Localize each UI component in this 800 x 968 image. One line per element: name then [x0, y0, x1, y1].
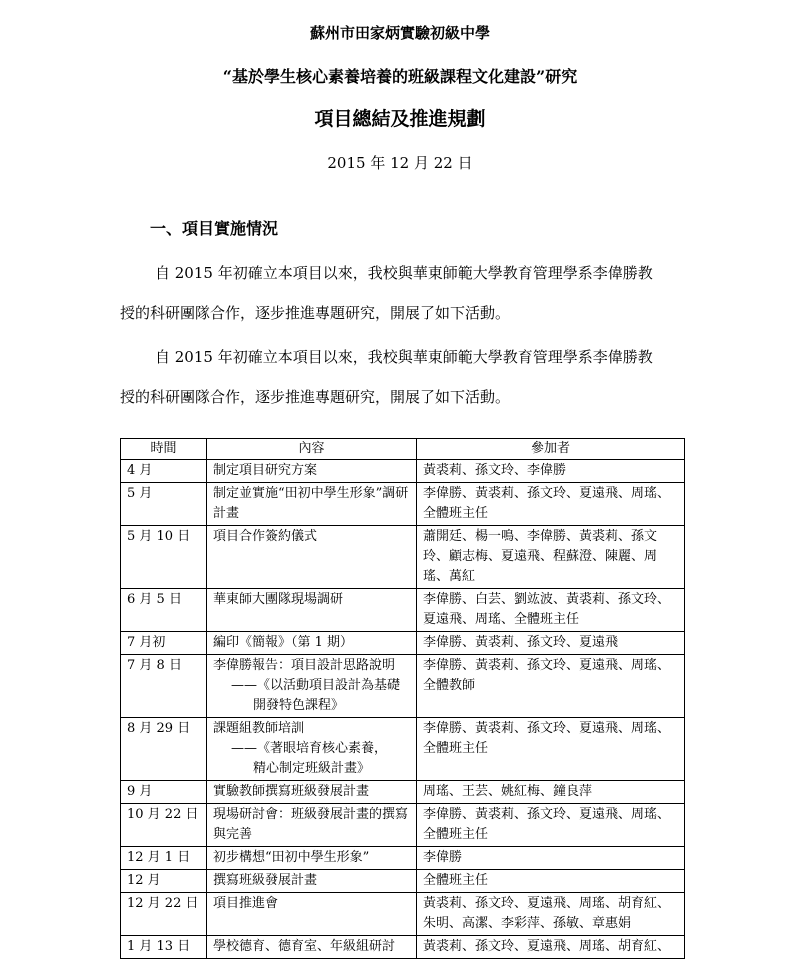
table-row — [121, 804, 685, 847]
row-content: 項目合作簽約儀式 — [207, 526, 417, 589]
paragraph-2-line-2: 授的科研團隊合作，逐步推進專題研究，開展了如下活動。 — [120, 388, 511, 406]
table-row — [121, 632, 685, 655]
row-date: 5 月 — [121, 483, 207, 526]
row-content: 項目推進會 — [207, 893, 417, 936]
activity-schedule-table — [120, 438, 685, 959]
table-row — [121, 870, 685, 893]
row-participants: 周瑤、王芸、姚紅梅、鐘良萍 — [417, 781, 685, 804]
table-row — [121, 460, 685, 483]
row-content-subtitle-cont: 開發特色課程》 — [253, 698, 345, 713]
table-row — [121, 526, 685, 589]
table-row — [121, 483, 685, 526]
row-participants: 李偉勝 — [417, 847, 685, 870]
row-date: 7 月 8 日 — [121, 655, 207, 718]
row-participants: 李偉勝、白芸、劉竑波、黃裘莉、孫文玲、夏遠飛、周瑤、全體班主任 — [417, 589, 685, 632]
table-row — [121, 847, 685, 870]
row-date: 8 月 29 日 — [121, 718, 207, 781]
row-participants: 李偉勝、黃裘莉、孫文玲、夏遠飛、周瑤、全體教師 — [417, 655, 685, 718]
school-name: 蘇州市田家炳實驗初級中學 — [309, 24, 490, 42]
row-content: 學校德育、德育室、年級組研討 — [207, 936, 417, 959]
row-date: 12 月 22 日 — [121, 893, 207, 936]
paragraph-1-line-1: 自 2015 年初確立本項目以來，我校與華東師範大學教育管理學系李偉勝教 — [155, 264, 653, 282]
row-participants: 李偉勝、黃裘莉、孫文玲、夏遠飛、周瑤、全體班主任 — [417, 718, 685, 781]
row-date: 1 月 13 日 — [121, 936, 207, 959]
table-header-row — [121, 439, 685, 460]
row-participants: 李偉勝、黃裘莉、孫文玲、夏遠飛、周瑤、全體班主任 — [417, 483, 685, 526]
row-content: 撰寫班級發展計畫 — [207, 870, 417, 893]
row-content — [207, 718, 417, 781]
row-participants: 黃裘莉、孫文玲、夏遠飛、周瑤、胡育紅、朱明、高潔、李彩萍、孫敏、章惠娟 — [417, 893, 685, 936]
row-date: 6 月 5 日 — [121, 589, 207, 632]
row-participants: 黃裘莉、孫文玲、夏遠飛、周瑤、胡育紅、 — [417, 936, 685, 959]
row-participants: 蕭開廷、楊一鳴、李偉勝、黃裘莉、孫文玲、顧志梅、夏遠飛、程蘇澄、陳麗、周瑤、萬紅 — [417, 526, 685, 589]
row-content: 制定並實施“田初中學生形象”調研計畫 — [207, 483, 417, 526]
row-content: 制定項目研究方案 — [207, 460, 417, 483]
row-content-main: 課題組教師培訓 — [213, 721, 305, 736]
table-row — [121, 936, 685, 959]
table-row — [121, 781, 685, 804]
row-content: 實驗教師撰寫班級發展計畫 — [207, 781, 417, 804]
row-content — [207, 655, 417, 718]
row-date: 7 月初 — [121, 632, 207, 655]
row-date: 12 月 1 日 — [121, 847, 207, 870]
row-content: 編印《簡報》（第 1 期） — [207, 632, 417, 655]
paragraph-1-line-2: 授的科研團隊合作，逐步推進專題研究，開展了如下活動。 — [120, 304, 511, 322]
document-date: 2015 年 12 月 22 日 — [327, 154, 473, 172]
row-date: 12 月 — [121, 870, 207, 893]
header-participants: 參加者 — [417, 439, 685, 460]
table-row — [121, 589, 685, 632]
row-participants: 李偉勝、黃裘莉、孫文玲、夏遠飛、周瑤、全體班主任 — [417, 804, 685, 847]
table-row — [121, 655, 685, 718]
paragraph-2-line-1: 自 2015 年初確立本項目以來，我校與華東師範大學教育管理學系李偉勝教 — [155, 348, 653, 366]
table-row — [121, 718, 685, 781]
row-participants: 全體班主任 — [417, 870, 685, 893]
row-content: 現場研討會：班級發展計畫的撰寫與完善 — [207, 804, 417, 847]
row-date: 4 月 — [121, 460, 207, 483]
header-content: 內容 — [207, 439, 417, 460]
section-heading: 一、項目實施情況 — [150, 219, 279, 238]
row-participants: 黃裘莉、孫文玲、李偉勝 — [417, 460, 685, 483]
row-date: 5 月 10 日 — [121, 526, 207, 589]
row-participants: 李偉勝、黃裘莉、孫文玲、夏遠飛 — [417, 632, 685, 655]
project-title: “基於學生核心素養培養的班級課程文化建設”研究 — [222, 67, 578, 86]
header-time: 時間 — [121, 439, 207, 460]
row-content-subtitle: ——《著眼培育核心素養， — [231, 741, 388, 756]
row-content-subtitle-cont: 精心制定班級計畫》 — [253, 761, 371, 776]
row-content: 初步構想“田初中學生形象” — [207, 847, 417, 870]
row-date: 9 月 — [121, 781, 207, 804]
row-date: 10 月 22 日 — [121, 804, 207, 847]
row-content-main: 李偉勝報告：項目設計思路說明 — [213, 658, 396, 673]
table-row — [121, 893, 685, 936]
row-content-subtitle: ——《以活動項目設計為基礎 — [231, 678, 401, 693]
document-title: 項目總結及推進規劃 — [314, 108, 486, 130]
row-content: 華東師大團隊現場調研 — [207, 589, 417, 632]
